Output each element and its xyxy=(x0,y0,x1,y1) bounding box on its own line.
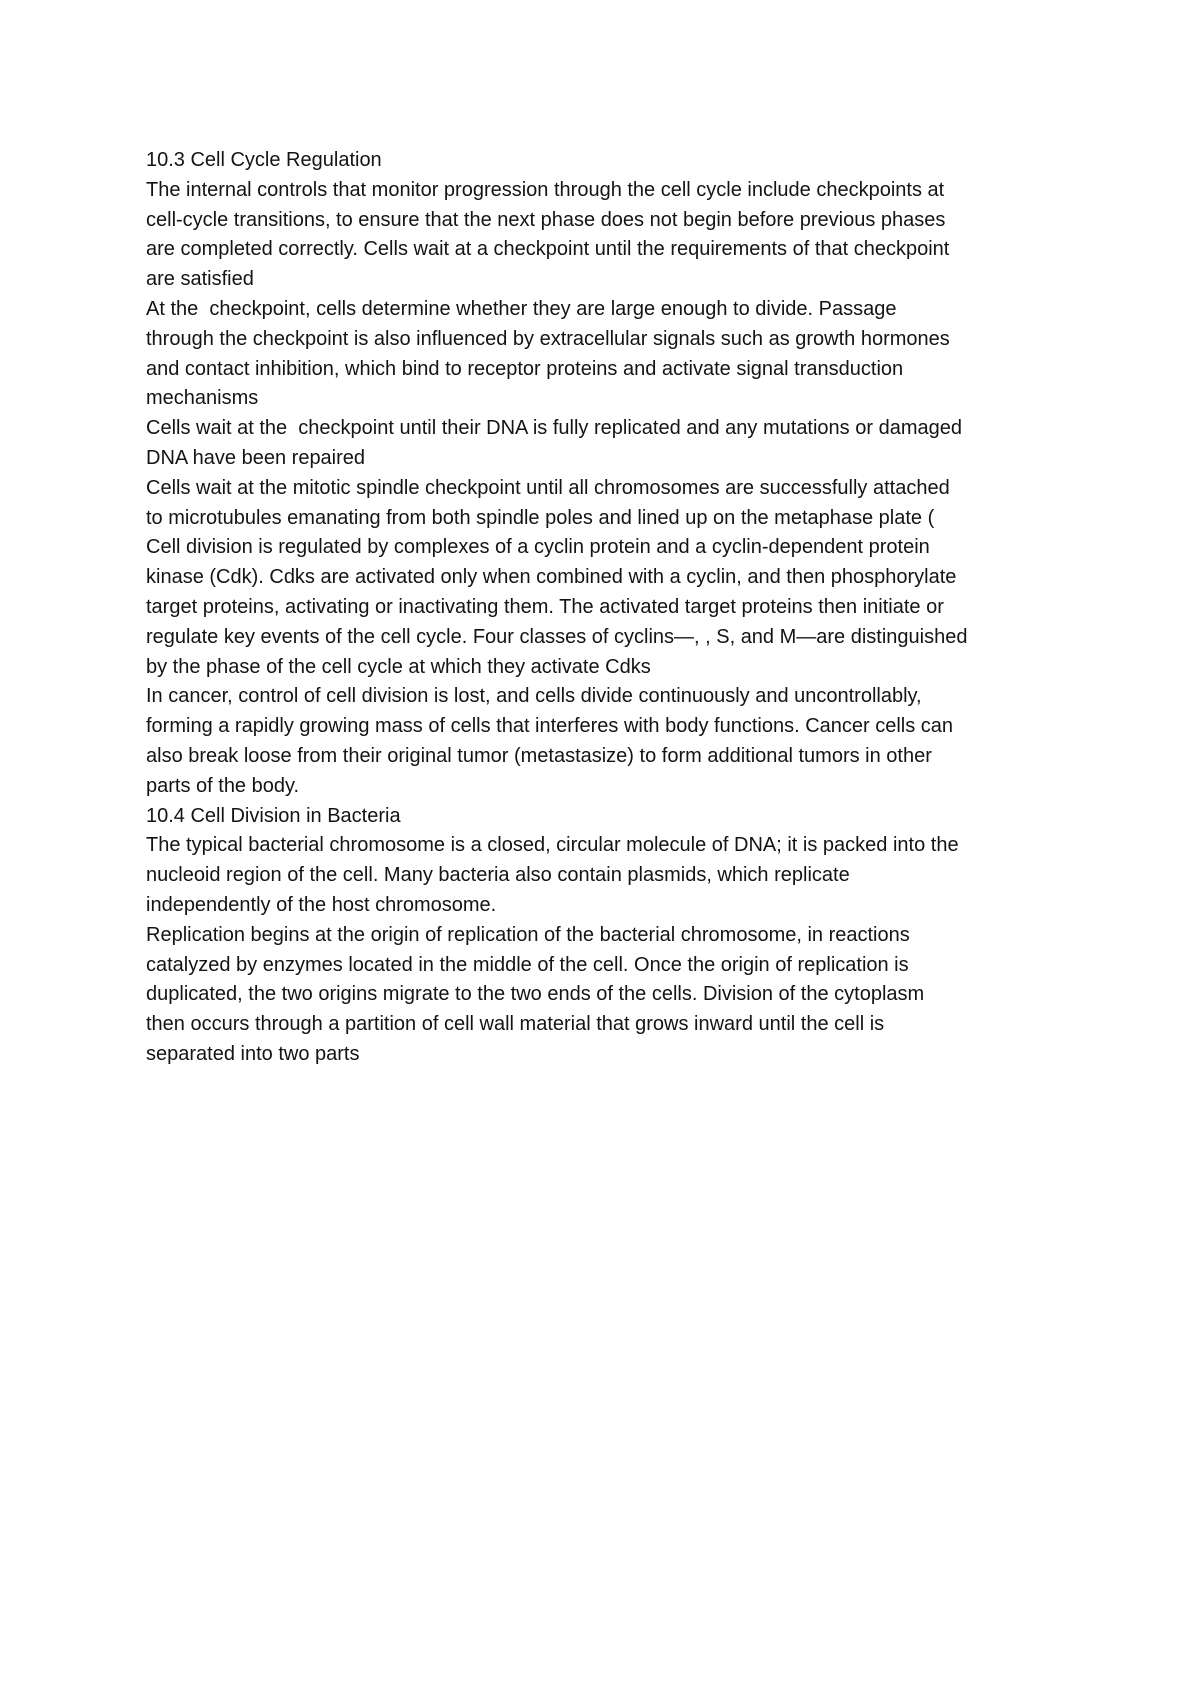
paragraph-line: Cell division is regulated by complexes of a cyclin protein and a cyclin-dependent protein xyxy=(146,536,930,559)
paragraph-line: and contact inhibition, which bind to receptor proteins and activate signal transduction xyxy=(146,357,904,380)
document-body xyxy=(146,146,1086,1070)
paragraph-line: Cells wait at the mitotic spindle checkpoint until all chromosomes are successfully attached xyxy=(146,476,950,499)
paragraph-line: independently of the host chromosome. xyxy=(146,893,497,916)
paragraph-line: Cells wait at the checkpoint until their DNA is fully replicated and any mutations or damaged xyxy=(146,417,962,440)
paragraph-line: Replication begins at the origin of replication of the bacterial chromosome, in reactions xyxy=(146,923,910,946)
paragraph-line: separated into two parts xyxy=(146,1042,360,1065)
paragraph-line: are satisfied xyxy=(146,268,254,291)
paragraph-line: cell-cycle transitions, to ensure that the next phase does not begin before previous phases xyxy=(146,208,946,231)
section-heading-10-4: 10.4 Cell Division in Bacteria xyxy=(146,804,401,827)
paragraph-line: through the checkpoint is also influenced by extracellular signals such as growth hormones xyxy=(146,327,950,350)
paragraph-line: At the checkpoint, cells determine whether they are large enough to divide. Passage xyxy=(146,297,897,320)
paragraph-line: also break loose from their original tumor (metastasize) to form additional tumors in other xyxy=(146,744,932,767)
paragraph-line: are completed correctly. Cells wait at a checkpoint until the requirements of that checkpoint xyxy=(146,238,950,261)
paragraph-line: The typical bacterial chromosome is a closed, circular molecule of DNA; it is packed into the xyxy=(146,834,959,857)
paragraph-line: DNA have been repaired xyxy=(146,446,366,469)
section-heading-10-3: 10.3 Cell Cycle Regulation xyxy=(146,149,382,171)
paragraph-line: forming a rapidly growing mass of cells that interferes with body functions. Cancer cells can xyxy=(146,715,954,738)
paragraph-line: parts of the body. xyxy=(146,774,300,797)
paragraph-line: duplicated, the two origins migrate to the two ends of the cells. Division of the cytoplasm xyxy=(146,983,925,1006)
paragraph-line: In cancer, control of cell division is lost, and cells divide continuously and uncontrollably, xyxy=(146,685,922,708)
paragraph-line: mechanisms xyxy=(146,387,259,410)
paragraph-line: regulate key events of the cell cycle. Four classes of cyclins—, , S, and M—are distinguished xyxy=(146,625,968,648)
paragraph-line: to microtubules emanating from both spindle poles and lined up on the metaphase plate ( xyxy=(146,506,935,529)
paragraph-line: nucleoid region of the cell. Many bacteria also contain plasmids, which replicate xyxy=(146,864,850,887)
paragraph-line: target proteins, activating or inactivating them. The activated target proteins then initiate or xyxy=(146,595,944,618)
paragraph-line: then occurs through a partition of cell wall material that grows inward until the cell is xyxy=(146,1013,885,1036)
paragraph-line: by the phase of the cell cycle at which they activate Cdks xyxy=(146,655,651,678)
paragraph-line: The internal controls that monitor progression through the cell cycle include checkpoints at xyxy=(146,178,945,201)
paragraph-line: kinase (Cdk). Cdks are activated only when combined with a cyclin, and then phosphorylate xyxy=(146,566,957,589)
paragraph-line: catalyzed by enzymes located in the middle of the cell. Once the origin of replication is xyxy=(146,953,909,976)
